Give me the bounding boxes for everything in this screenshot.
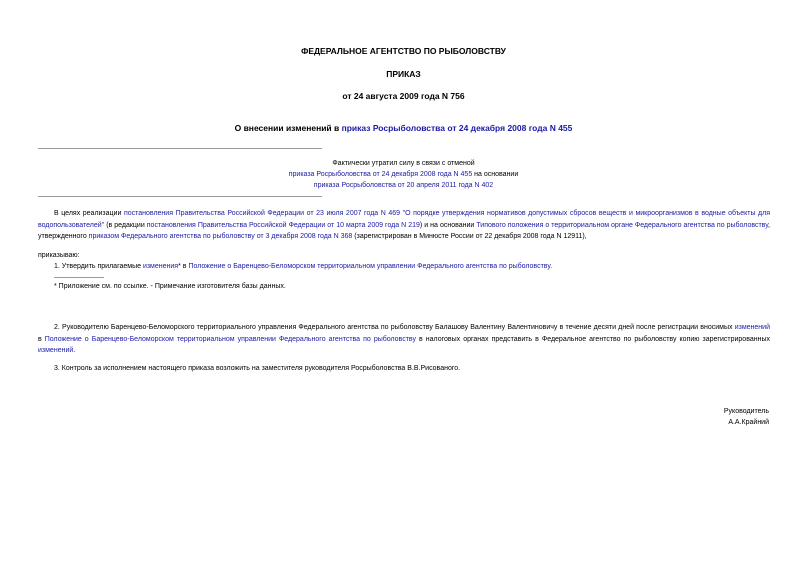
note-divider xyxy=(38,196,322,197)
document-date: от 24 августа 2009 года N 756 xyxy=(342,91,465,101)
agency-name: ФЕДЕРАЛЬНОЕ АГЕНТСТВО ПО РЫБОЛОВСТВУ xyxy=(301,46,506,56)
preamble-link-469[interactable]: постановления Правительства Российской Федерации от 23 июля 2007 года N 469 "О порядке утверждения нормативов допустимых сбросов веществ и микроорганизмов в водные объекты для водопользователей" xyxy=(38,210,770,229)
preamble-link-368[interactable]: приказом Федерального агентства по рыболовству от 3 декабря 2008 года N 368 xyxy=(88,233,353,240)
item-1 xyxy=(38,261,770,273)
item2-link-registered-changes[interactable]: изменений xyxy=(38,347,74,354)
signature-name: А.А.Крайний xyxy=(728,419,769,426)
status-note xyxy=(0,158,807,191)
signature-block xyxy=(724,406,769,428)
item2-text-1: 2. Руководителю Баренцево-Беломорского территориального управления Федерального агентства по рыболовству Балашову Валентину Валентиновичу в течение десяти дней после регистрации вносимых xyxy=(54,324,735,331)
title-prefix: О внесении изменений в xyxy=(234,123,342,133)
document-type: ПРИКАЗ xyxy=(386,69,421,79)
footnote: * Приложение см. по ссылке. - Примечание изготовителя базы данных. xyxy=(54,283,286,290)
preamble-paragraph xyxy=(38,208,770,243)
preamble-link-typical-regulation[interactable]: Типового положения о территориальном органе Федерального агентства по рыболовству xyxy=(476,221,769,229)
footnote-divider xyxy=(54,277,104,278)
status-note-line2-suffix: на основании xyxy=(472,171,519,178)
item2-link-regulation[interactable]: Положение о Баренцево-Беломорском территориальном управлении Федерального агентства по рыболовству xyxy=(44,335,416,343)
preamble-text-3: ) и на основании xyxy=(419,221,477,229)
item2-text-2: в xyxy=(38,335,45,343)
preamble-text-5: (зарегистрирован в Минюсте России от 22 декабря 2008 года N 12911), xyxy=(352,233,587,240)
title-link[interactable]: приказ Росрыболовства от 24 декабря 2008 года N 455 xyxy=(341,123,573,133)
item2-link-changes[interactable]: изменений xyxy=(734,324,770,331)
status-note-line2 xyxy=(0,169,807,180)
preamble-text-4: , утвержденного xyxy=(38,221,770,240)
document-title xyxy=(0,123,807,133)
item-3: 3. Контроль за исполнением настоящего приказа возложить на заместителя руководителя Росрыболовства В.В.Рисованого. xyxy=(54,365,461,372)
item1-text-2: * в xyxy=(178,263,189,270)
status-note-link-455[interactable]: приказа Росрыболовства от 24 декабря 2008 года N 455 xyxy=(288,171,473,178)
preamble-text-1: В целях реализации xyxy=(54,210,124,217)
item1-text-3: . xyxy=(550,263,553,270)
status-note-link-402[interactable]: приказа Росрыболовства от 20 апреля 2011 года N 402 xyxy=(313,182,494,189)
top-divider xyxy=(38,148,322,149)
status-note-line1: Фактически утратил силу в связи с отменой xyxy=(332,160,475,167)
signature-position: Руководитель xyxy=(723,408,769,415)
item1-link-changes[interactable]: изменения xyxy=(142,263,179,270)
preamble-link-219[interactable]: постановления Правительства Российской Федерации от 10 марта 2009 года N 219 xyxy=(146,221,420,229)
preamble-text-2: (в редакции xyxy=(104,221,147,229)
item-2 xyxy=(38,322,770,357)
item1-text-1: 1. Утвердить прилагаемые xyxy=(54,263,143,270)
item1-link-regulation[interactable]: Положение о Баренцево-Беломорском территориальном управлении Федерального агентства по рыболовству xyxy=(188,263,551,270)
item2-text-4: . xyxy=(73,347,76,354)
order-word: приказываю: xyxy=(38,252,80,259)
item2-text-3: в налоговых органах представить в Федеральное агентство по рыболовству копию зарегистрированных xyxy=(415,335,770,343)
